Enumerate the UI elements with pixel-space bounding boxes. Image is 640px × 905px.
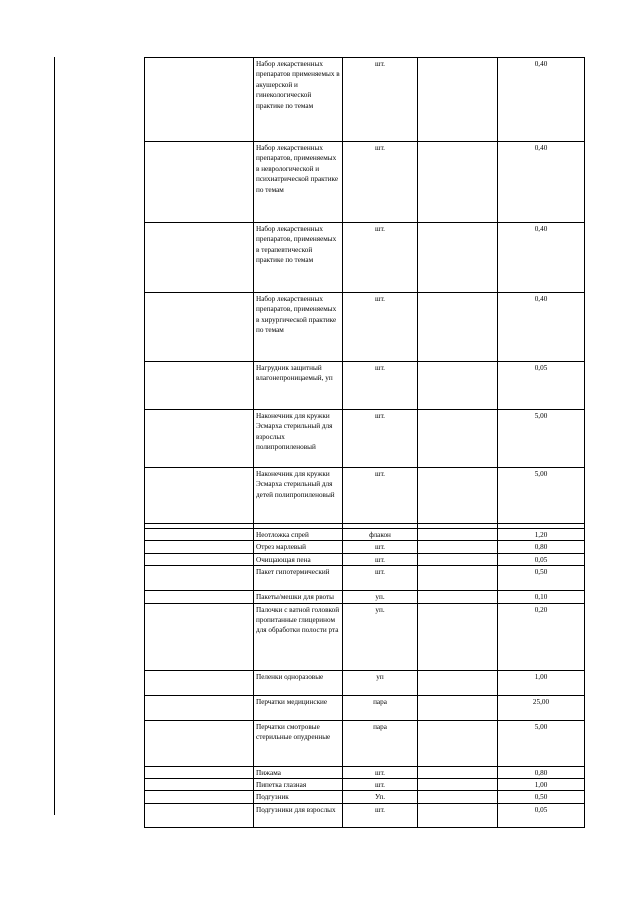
item-unit: шт. — [343, 803, 418, 827]
blank-cell — [418, 553, 498, 565]
table-row — [145, 142, 585, 223]
blank-cell — [418, 410, 498, 468]
item-quantity: 0,05 — [498, 803, 585, 827]
blank-cell — [418, 766, 498, 778]
item-quantity: 0,80 — [498, 541, 585, 553]
item-name: Набор лекарственных препаратов, применяемых в неврологической и психиатрической практике по темам — [254, 142, 343, 223]
blank-cell — [418, 591, 498, 603]
item-name: Неотложка спрей — [254, 529, 343, 541]
blank-cell — [145, 720, 254, 766]
blank-cell — [145, 529, 254, 541]
left-margin-rule — [54, 57, 55, 815]
table-row — [145, 803, 585, 827]
blank-cell — [145, 566, 254, 591]
blank-cell — [145, 293, 254, 362]
table-row — [145, 695, 585, 720]
item-quantity: 0,40 — [498, 142, 585, 223]
table-row — [145, 541, 585, 553]
blank-cell — [418, 670, 498, 695]
table-row — [145, 720, 585, 766]
item-name: Перчатки медицинские — [254, 695, 343, 720]
table-row — [145, 468, 585, 524]
table-row — [145, 603, 585, 670]
item-quantity: 0,40 — [498, 223, 585, 293]
blank-cell — [145, 541, 254, 553]
blank-cell — [418, 223, 498, 293]
item-quantity: 25,00 — [498, 695, 585, 720]
blank-cell — [418, 779, 498, 791]
item-name: Палочки с ватной головкой пропитанные глицерином для обработки полости рта — [254, 603, 343, 670]
blank-cell — [418, 803, 498, 827]
item-name: Пеленки одноразовые — [254, 670, 343, 695]
blank-cell — [145, 591, 254, 603]
item-name: Пакеты/мешки для рвоты — [254, 591, 343, 603]
blank-cell — [418, 566, 498, 591]
item-name: Нагрудник защитный влагонепроницаемый, уп — [254, 362, 343, 410]
item-unit: шт. — [343, 468, 418, 524]
item-quantity: 0,40 — [498, 58, 585, 142]
item-unit: пара — [343, 720, 418, 766]
item-name: Наконечник для кружки Эсмарха стерильный для детей полипропиленовый — [254, 468, 343, 524]
item-name: Набор лекарственных препаратов, применяемых в хирургической практике по темам — [254, 293, 343, 362]
blank-cell — [145, 791, 254, 803]
item-unit: шт. — [343, 293, 418, 362]
item-quantity: 1,20 — [498, 529, 585, 541]
table-row — [145, 553, 585, 565]
item-quantity: 0,05 — [498, 362, 585, 410]
blank-cell — [145, 142, 254, 223]
blank-cell — [145, 410, 254, 468]
blank-cell — [145, 779, 254, 791]
item-unit: шт. — [343, 58, 418, 142]
item-unit: шт. — [343, 779, 418, 791]
item-quantity: 5,00 — [498, 410, 585, 468]
item-unit: пара — [343, 695, 418, 720]
blank-cell — [145, 670, 254, 695]
item-unit: уп — [343, 670, 418, 695]
blank-cell — [418, 791, 498, 803]
item-unit: шт. — [343, 223, 418, 293]
item-unit: флакон — [343, 529, 418, 541]
item-name: Подгузник — [254, 791, 343, 803]
item-name: Перчатки смотровые стерильные опудренные — [254, 720, 343, 766]
item-unit: шт. — [343, 410, 418, 468]
table-row — [145, 223, 585, 293]
table-row — [145, 791, 585, 803]
blank-cell — [145, 803, 254, 827]
item-name: Пижама — [254, 766, 343, 778]
blank-cell — [418, 603, 498, 670]
blank-cell — [145, 58, 254, 142]
blank-cell — [418, 529, 498, 541]
item-quantity: 0,20 — [498, 603, 585, 670]
blank-cell — [145, 468, 254, 524]
item-unit: шт. — [343, 142, 418, 223]
item-unit: шт. — [343, 553, 418, 565]
item-quantity: 5,00 — [498, 720, 585, 766]
blank-cell — [145, 362, 254, 410]
item-name: Отрез марлевый — [254, 541, 343, 553]
item-quantity: 0,10 — [498, 591, 585, 603]
item-name: Пакет гипотермический — [254, 566, 343, 591]
item-name: Подгузники для взрослых — [254, 803, 343, 827]
blank-cell — [418, 720, 498, 766]
item-unit: шт. — [343, 566, 418, 591]
table-row — [145, 410, 585, 468]
table-row — [145, 58, 585, 142]
table-row — [145, 766, 585, 778]
item-unit: шт. — [343, 766, 418, 778]
blank-cell — [418, 293, 498, 362]
item-quantity: 0,05 — [498, 553, 585, 565]
table-row — [145, 529, 585, 541]
item-name: Набор лекарственных препаратов применяемых в акушерской и гинекологической практике по темам — [254, 58, 343, 142]
blank-cell — [418, 142, 498, 223]
blank-cell — [145, 223, 254, 293]
blank-cell — [145, 603, 254, 670]
table-row — [145, 293, 585, 362]
item-unit: уп. — [343, 591, 418, 603]
item-quantity: 5,00 — [498, 468, 585, 524]
supplies-table — [144, 57, 585, 828]
blank-cell — [145, 695, 254, 720]
item-unit: шт. — [343, 541, 418, 553]
blank-cell — [418, 541, 498, 553]
blank-cell — [418, 362, 498, 410]
table-row — [145, 779, 585, 791]
item-unit: шт. — [343, 362, 418, 410]
item-quantity: 1,00 — [498, 779, 585, 791]
item-name: Наконечник для кружки Эсмарха стерильный для взрослых полипропиленовый — [254, 410, 343, 468]
item-quantity: 1,00 — [498, 670, 585, 695]
blank-cell — [145, 766, 254, 778]
item-quantity: 0,40 — [498, 293, 585, 362]
item-quantity: 0,80 — [498, 766, 585, 778]
table-row — [145, 566, 585, 591]
blank-cell — [418, 695, 498, 720]
table-row — [145, 362, 585, 410]
blank-cell — [418, 468, 498, 524]
table-row — [145, 670, 585, 695]
item-name: Пипетка глазная — [254, 779, 343, 791]
item-unit: Уп. — [343, 791, 418, 803]
table-row — [145, 591, 585, 603]
item-unit: уп. — [343, 603, 418, 670]
item-name: Набор лекарственных препаратов, применяемых в терапевтической практике по темам — [254, 223, 343, 293]
blank-cell — [145, 553, 254, 565]
item-name: Очищающая пена — [254, 553, 343, 565]
item-quantity: 0,50 — [498, 791, 585, 803]
item-quantity: 0,50 — [498, 566, 585, 591]
blank-cell — [418, 58, 498, 142]
